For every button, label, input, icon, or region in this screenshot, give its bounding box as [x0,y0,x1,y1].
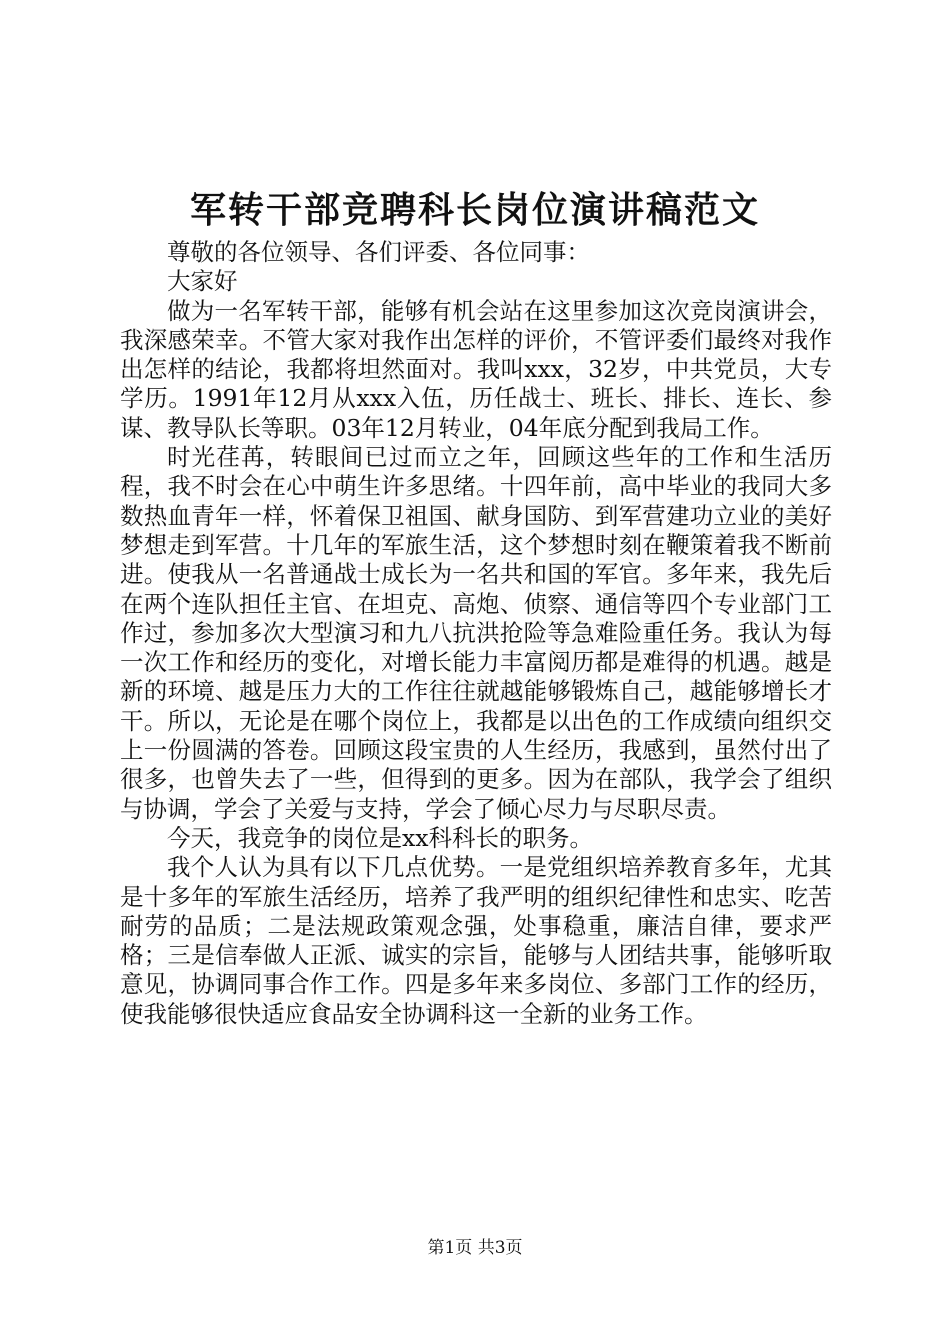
document-body [120,238,832,1029]
paragraph-advantages: 我个人认为具有以下几点优势。一是党组织培养教育多年，尤其是十多年的军旅生活经历，培养了我严明的组织纪律性和忠实、吃苦耐劳的品质；二是法规政策观念强，处事稳重，廉洁自律，要求严格；三是信奉做人正派、诚实的宗旨，能够与人团结共事，能够听取意见，协调同事合作工作。四是多年来多岗位、多部门工作的经历，使我能够很快适应食品安全协调科这一全新的业务工作。 [120,853,832,1028]
greeting: 大家好 [167,267,238,296]
page-footer: 第1页 共3页 [427,1238,523,1258]
paragraph-position: 今天，我竞争的岗位是xx科科长的职务。 [167,823,594,852]
salutation: 尊敬的各位领导、各们评委、各位同事： [167,238,590,266]
paragraph-experience: 时光荏苒，转眼间已过而立之年，回顾这些年的工作和生活历程，我不时会在心中萌生许多思绪。十四年前，高中毕业的我同大多数热血青年一样，怀着保卫祖国、献身国防、到军营建功立业的美好梦想走到军营。十几年的军旅生活，这个梦想时刻在鞭策着我不断前进。使我从一名普通战士成长为一名共和国的军官。多年来，我先后在两个连队担任主官、在坦克、高炮、侦察、通信等四个专业部门工作过，参加多次大型演习和九八抗洪抢险等急难险重任务。我认为每一次工作和经历的变化，对增长能力丰富阅历都是难得的机遇。越是新的环境、越是压力大的工作往往就越能够锻炼自己，越能够增长才干。所以，无论是在哪个岗位上，我都是以出色的工作成绩向组织交上一份圆满的答卷。回顾这段宝贵的人生经历，我感到，虽然付出了很多，也曾失去了一些，但得到的更多。因为在部队，我学会了组织与协调，学会了关爱与支持，学会了倾心尽力与尽职尽责。 [120,443,832,823]
document-title: 军转干部竞聘科长岗位演讲稿范文 [189,189,760,231]
paragraph-intro: 做为一名军转干部，能够有机会站在这里参加这次竞岗演讲会，我深感荣幸。不管大家对我作出怎样的评价，不管评委们最终对我作出怎样的结论，我都将坦然面对。我叫xxx，32岁，中共党员，大专学历。1991年12月从xxx入伍，历任战士、班长、排长、连长、参谋、教导队长等职。03年12月转业，04年底分配到我局工作。 [120,296,832,442]
